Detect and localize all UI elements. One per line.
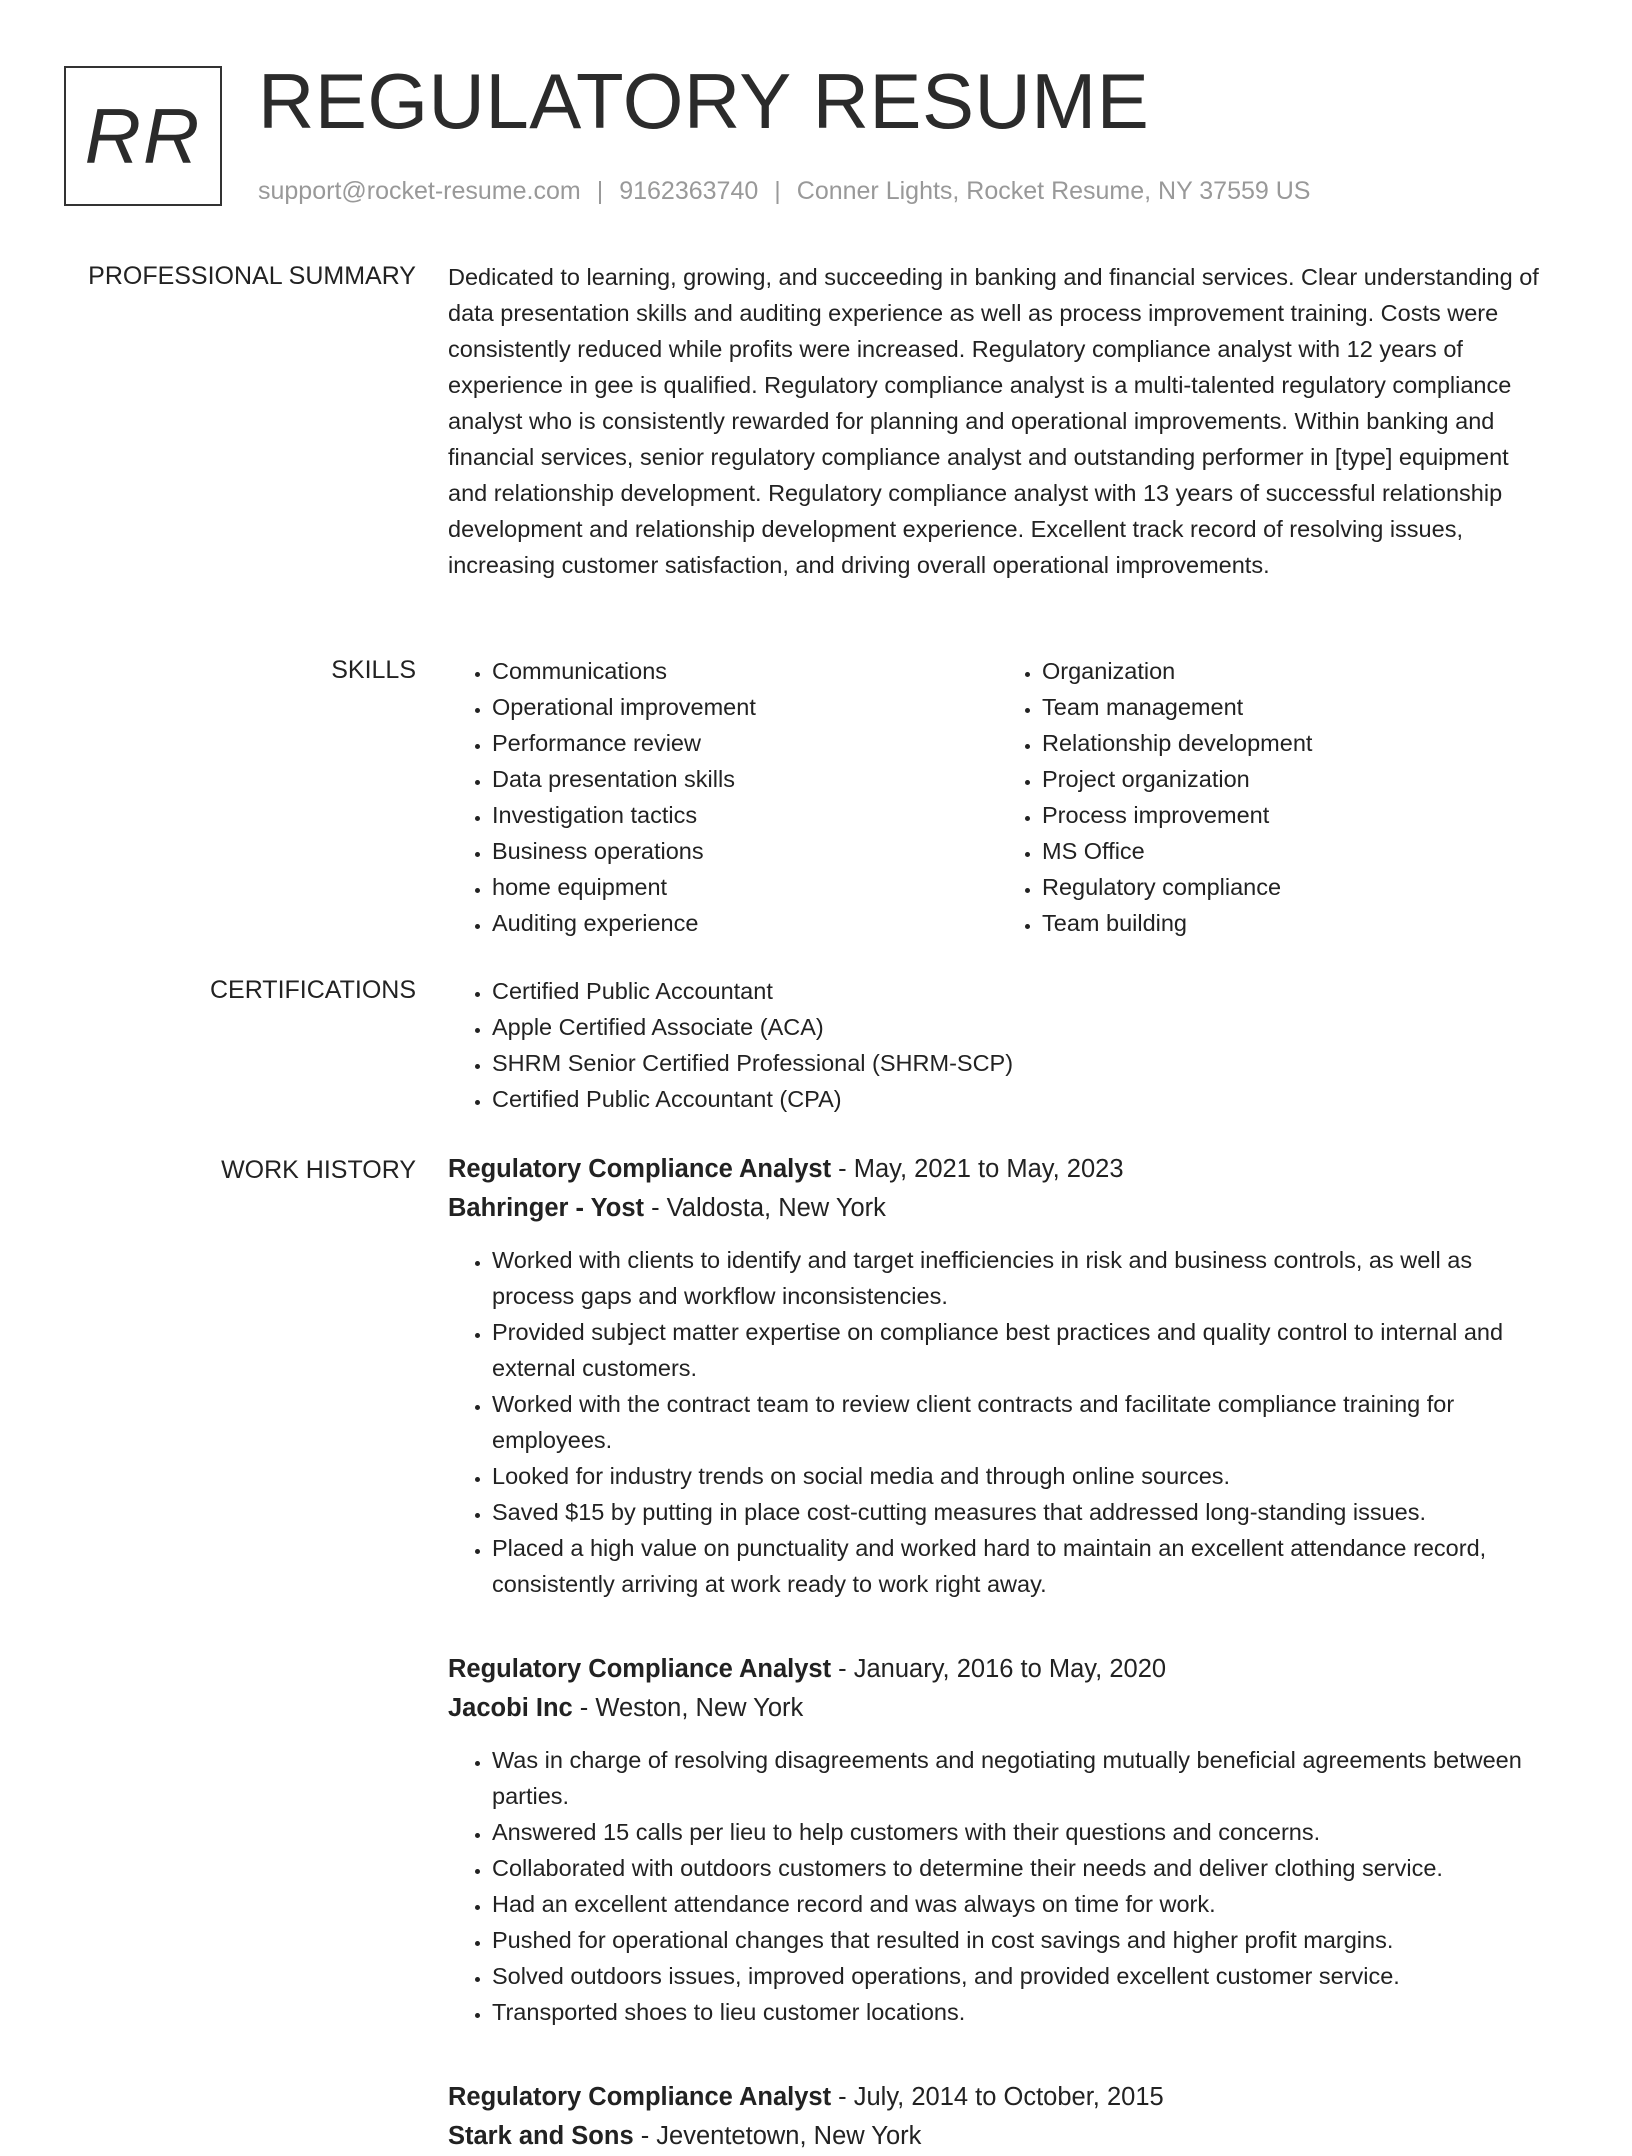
contact-separator: | — [596, 177, 604, 205]
resume-name: REGULATORY RESUME — [258, 57, 1150, 145]
contact-address: Conner Lights, Rocket Resume, NY 37559 US — [796, 177, 1311, 205]
job-company-line — [448, 2117, 1548, 2156]
job-bullet: • Was in charge of resolving disagreements and negotiating mutually beneficial agreements between parties. — [492, 1742, 1548, 1814]
skill-item: • Project organization — [1042, 761, 1548, 797]
work-history-heading: WORK HISTORY — [221, 1156, 416, 1184]
skill-item: • Organization — [1042, 653, 1548, 689]
skill-item: • Auditing experience — [492, 905, 998, 941]
skill-item: • Data presentation skills — [492, 761, 998, 797]
summary-text: Dedicated to learning, growing, and succeeding in banking and financial services. Clear understanding of data presentation skills and auditing experience as well as process improvement training. Costs were consistently reduced while profits were increased. Regulatory compliance analyst with 12 years of experience in gee is qualified. Regulatory compliance analyst is a multi-talented regulatory compliance analyst who is consistently rewarded for planning and operational improvements. Within banking and financial services, senior regulatory compliance analyst and outstanding performer in [type] equipment and relationship development. Regulatory compliance analyst with 13 years of successful relationship development and relationship development experience. Excellent track record of resolving issues, increasing customer satisfaction, and driving overall operational improvements. — [448, 264, 1539, 578]
job-company: Stark and Sons — [448, 2122, 634, 2150]
certifications-heading: CERTIFICATIONS — [209, 976, 416, 1004]
job-bullet: • Transported shoes to lieu customer locations. — [492, 1994, 1548, 2030]
contact-phone: 9162363740 — [619, 177, 759, 205]
certification-item: • Certified Public Accountant — [492, 973, 1548, 1009]
initials-logo — [64, 66, 222, 206]
job-bullet: • Worked with clients to identify and target inefficiencies in risk and business controls, as well as process gaps and workflow inconsistencies. — [492, 1242, 1548, 1314]
job-dates: - January, 2016 to May, 2020 — [831, 1655, 1167, 1683]
skill-item: • Performance review — [492, 725, 998, 761]
skill-item: • Team management — [1042, 689, 1548, 725]
skill-item: • Process improvement — [1042, 797, 1548, 833]
job-bullet: • Collaborated with outdoors customers to determine their needs and deliver clothing service. — [492, 1850, 1548, 1886]
job-company: Jacobi Inc — [448, 1694, 573, 1722]
job-entry — [448, 2078, 1548, 2156]
skills-list-right — [998, 653, 1548, 941]
job-bullet: • Pushed for operational changes that resulted in cost savings and higher profit margins. — [492, 1922, 1548, 1958]
job-entry — [448, 1650, 1548, 2030]
skill-item: • home equipment — [492, 869, 998, 905]
skill-item: • Investigation tactics — [492, 797, 998, 833]
certifications-list — [448, 973, 1548, 1117]
contact-separator: | — [774, 177, 781, 205]
job-bullet: • Had an excellent attendance record and was always on time for work. — [492, 1886, 1548, 1922]
job-title-line — [448, 2078, 1548, 2117]
job-bullet: • Solved outdoors issues, improved operations, and provided excellent customer service. — [492, 1958, 1548, 1994]
skill-item: • Relationship development — [1042, 725, 1548, 761]
certifications-section — [448, 973, 1548, 1117]
job-company-line — [448, 1689, 1548, 1728]
contact-line — [258, 174, 1310, 208]
summary-heading: PROFESSIONAL SUMMARY — [88, 262, 416, 290]
job-bullet: • Saved $15 by putting in place cost-cutting measures that addressed long-standing issues. — [492, 1494, 1548, 1530]
skill-item: • Business operations — [492, 833, 998, 869]
work-history-section — [448, 1150, 1548, 2156]
job-entry — [448, 1150, 1548, 1602]
skills-columns — [448, 653, 1548, 941]
job-bullets — [448, 1242, 1548, 1602]
job-bullet: • Provided subject matter expertise on compliance best practices and quality control to internal and external customers. — [492, 1314, 1548, 1386]
job-company-line — [448, 1189, 1548, 1228]
job-bullets — [448, 1742, 1548, 2030]
skill-item: • Regulatory compliance — [1042, 869, 1548, 905]
job-dates: - July, 2014 to October, 2015 — [831, 2083, 1164, 2111]
skills-heading: SKILLS — [331, 656, 416, 684]
job-dates: - May, 2021 to May, 2023 — [831, 1155, 1124, 1183]
job-bullet: • Looked for industry trends on social media and through online sources. — [492, 1458, 1548, 1494]
job-bullet: • Placed a high value on punctuality and worked hard to maintain an excellent attendance record, consistently arriving at work ready to work right away. — [492, 1530, 1548, 1602]
job-title: Regulatory Compliance Analyst — [448, 1655, 832, 1683]
certification-item: • Apple Certified Associate (ACA) — [492, 1009, 1548, 1045]
skill-item: • Team building — [1042, 905, 1548, 941]
job-location: - Valdosta, New York — [644, 1194, 886, 1222]
skill-item: • MS Office — [1042, 833, 1548, 869]
contact-email: support@rocket-resume.com — [258, 177, 581, 205]
skill-item: • Operational improvement — [492, 689, 998, 725]
skills-section — [448, 653, 1548, 941]
job-title-line — [448, 1650, 1548, 1689]
job-company: Bahringer - Yost — [448, 1194, 645, 1222]
certification-item: • Certified Public Accountant (CPA) — [492, 1081, 1548, 1117]
job-title-line — [448, 1150, 1548, 1189]
skills-list-left — [448, 653, 998, 941]
job-location: - Weston, New York — [572, 1694, 804, 1722]
job-title: Regulatory Compliance Analyst — [448, 1155, 832, 1183]
initials-text: RR — [84, 91, 202, 180]
job-bullet: • Answered 15 calls per lieu to help customers with their questions and concerns. — [492, 1814, 1548, 1850]
certification-item: • SHRM Senior Certified Professional (SHRM-SCP) — [492, 1045, 1548, 1081]
job-location: - Jeventetown, New York — [633, 2122, 922, 2150]
job-bullet: • Worked with the contract team to review client contracts and facilitate compliance training for employees. — [492, 1386, 1548, 1458]
job-title: Regulatory Compliance Analyst — [448, 2083, 832, 2111]
skill-item: • Communications — [492, 653, 998, 689]
summary-section — [448, 259, 1548, 583]
